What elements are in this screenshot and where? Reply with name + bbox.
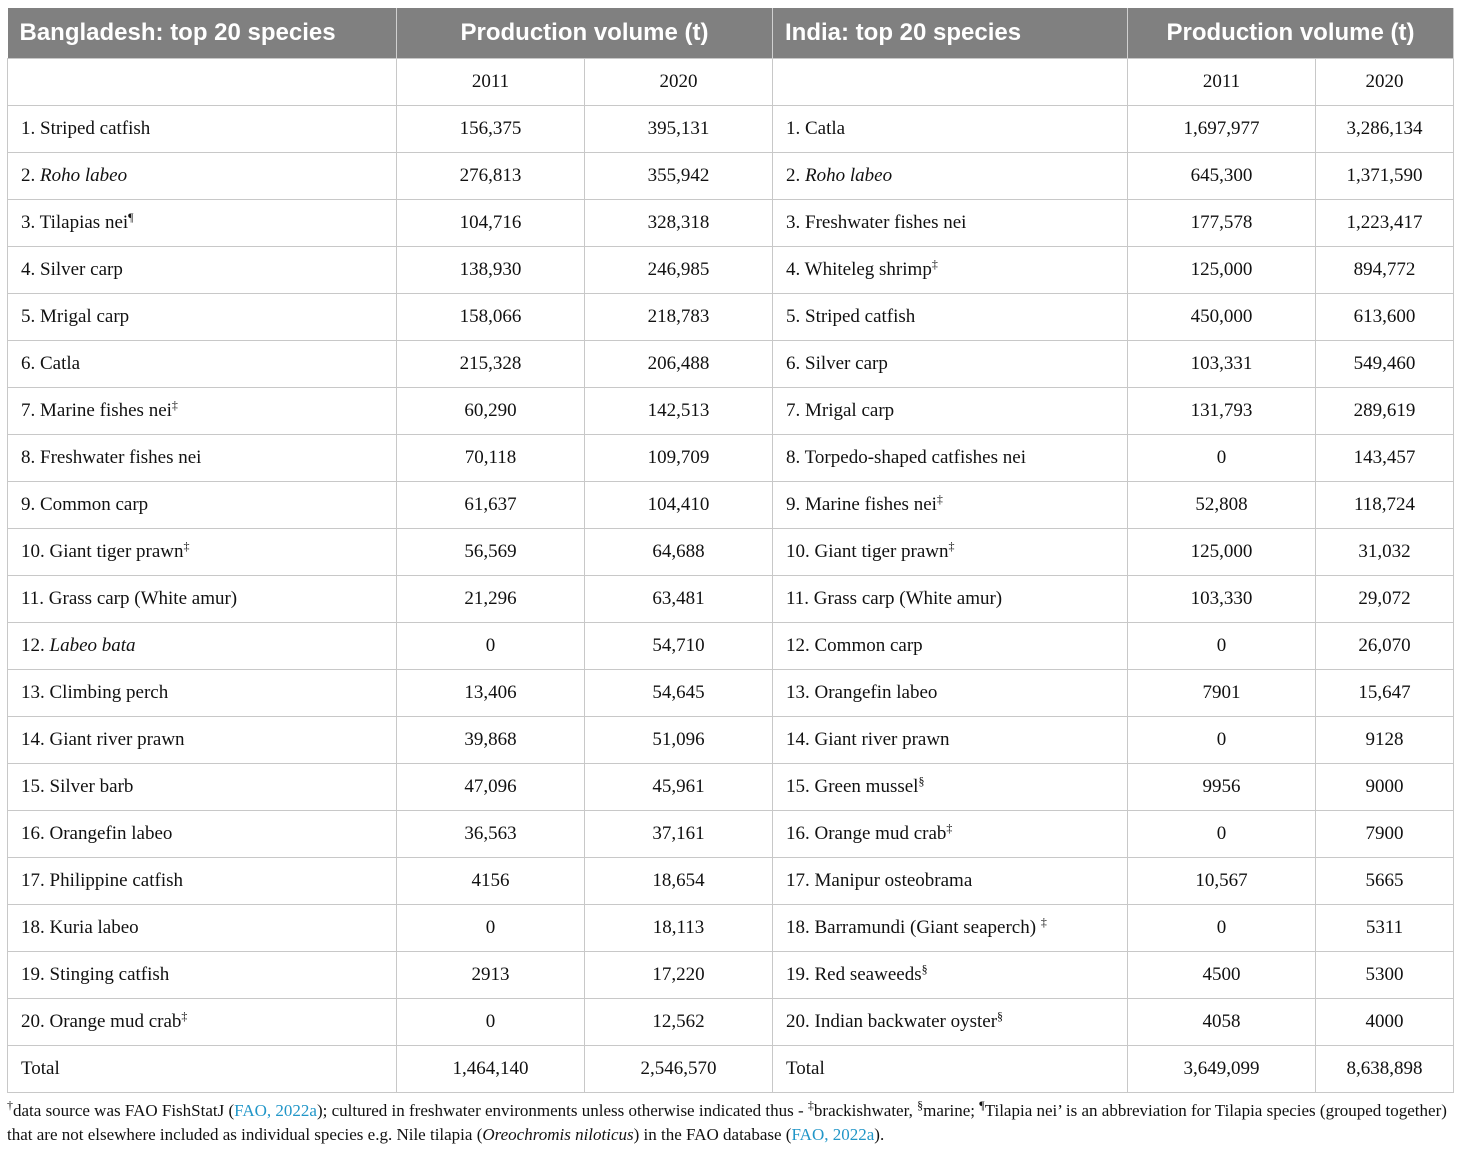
bangladesh-volume-header: Production volume (t): [397, 8, 773, 59]
total-bd-2020: 2,546,570: [585, 1046, 773, 1093]
species-name: 19. Stinging catfish: [21, 964, 170, 985]
india-v2020-cell: 4000: [1316, 999, 1454, 1046]
bangladesh-v2011-cell: 13,406: [397, 670, 585, 717]
species-name: 6. Silver carp: [786, 353, 888, 374]
india-v2020-cell: 26,070: [1316, 623, 1454, 670]
total-bd-2011: 1,464,140: [397, 1046, 585, 1093]
year-row: [8, 59, 1454, 106]
india-v2020-cell: 31,032: [1316, 529, 1454, 576]
habitat-marker: §: [921, 962, 928, 976]
table-row: [8, 294, 1454, 341]
bangladesh-v2011-cell: 138,930: [397, 247, 585, 294]
species-name: 11. Grass carp (White amur): [786, 588, 1003, 609]
india-species-cell: [773, 529, 1128, 576]
species-name: 12.: [21, 635, 50, 656]
bangladesh-species-cell: [8, 435, 397, 482]
habitat-marker: ‡: [181, 1009, 188, 1023]
bangladesh-v2020-cell: 51,096: [585, 717, 773, 764]
species-name: 15. Green mussel: [786, 776, 919, 797]
bangladesh-v2020-cell: 37,161: [585, 811, 773, 858]
india-v2011-cell: 0: [1128, 623, 1316, 670]
species-table-container: [7, 8, 1453, 1093]
bangladesh-v2020-cell: 18,654: [585, 858, 773, 905]
bangladesh-species-cell: [8, 106, 397, 153]
table-row: [8, 388, 1454, 435]
species-name: 2.: [786, 165, 805, 186]
india-v2011-cell: 125,000: [1128, 247, 1316, 294]
table-row: [8, 999, 1454, 1046]
india-v2020-cell: 1,371,590: [1316, 153, 1454, 200]
total-in-2011: 3,649,099: [1128, 1046, 1316, 1093]
habitat-marker: §: [918, 774, 925, 788]
species-name: 16. Orange mud crab: [786, 823, 947, 844]
india-v2011-cell: 131,793: [1128, 388, 1316, 435]
table-row: [8, 952, 1454, 999]
bangladesh-v2011-cell: 0: [397, 905, 585, 952]
india-v2011-cell: 103,330: [1128, 576, 1316, 623]
india-species-cell: [773, 576, 1128, 623]
table-row: [8, 435, 1454, 482]
india-species-cell: [773, 999, 1128, 1046]
india-v2011-cell: 0: [1128, 811, 1316, 858]
species-name: 18. Kuria labeo: [21, 917, 139, 938]
bangladesh-species-cell: [8, 576, 397, 623]
india-v2020-cell: 1,223,417: [1316, 200, 1454, 247]
india-volume-header: Production volume (t): [1128, 8, 1454, 59]
bangladesh-v2011-cell: 47,096: [397, 764, 585, 811]
india-v2020-cell: 3,286,134: [1316, 106, 1454, 153]
bangladesh-v2020-cell: 12,562: [585, 999, 773, 1046]
india-v2011-cell: 125,000: [1128, 529, 1316, 576]
species-name: 1. Catla: [786, 118, 846, 139]
india-species-cell: [773, 294, 1128, 341]
habitat-marker: ¶: [128, 210, 134, 224]
table-row: [8, 858, 1454, 905]
species-production-table: [7, 8, 1454, 1093]
habitat-marker: ‡: [1040, 915, 1047, 929]
india-species-cell: [773, 952, 1128, 999]
india-v2020-cell: 118,724: [1316, 482, 1454, 529]
bangladesh-species-cell: [8, 482, 397, 529]
bangladesh-v2020-cell: 109,709: [585, 435, 773, 482]
india-v2011-cell: 645,300: [1128, 153, 1316, 200]
bangladesh-v2011-cell: 2913: [397, 952, 585, 999]
bangladesh-v2020-cell: 246,985: [585, 247, 773, 294]
india-v2020-cell: 143,457: [1316, 435, 1454, 482]
india-species-cell: [773, 670, 1128, 717]
india-v2020-cell: 9000: [1316, 764, 1454, 811]
bangladesh-v2011-cell: 104,716: [397, 200, 585, 247]
species-name: 12. Common carp: [786, 635, 923, 656]
table-row: [8, 341, 1454, 388]
species-name-italic: Labeo bata: [49, 635, 136, 656]
india-v2011-cell: 1,697,977: [1128, 106, 1316, 153]
india-v2011-cell: 7901: [1128, 670, 1316, 717]
species-name: 5. Striped catfish: [786, 306, 916, 327]
bangladesh-species-cell: [8, 294, 397, 341]
species-name: 20. Indian backwater oyster: [786, 1011, 998, 1032]
habitat-marker: ‡: [183, 539, 190, 553]
india-v2020-cell: 7900: [1316, 811, 1454, 858]
species-name-italic: Roho labeo: [805, 165, 893, 186]
india-species-cell: [773, 106, 1128, 153]
bangladesh-species-cell: [8, 764, 397, 811]
bangladesh-v2020-cell: 54,710: [585, 623, 773, 670]
india-species-cell: [773, 858, 1128, 905]
bangladesh-v2020-cell: 395,131: [585, 106, 773, 153]
species-name: 6. Catla: [21, 353, 81, 374]
bangladesh-species-cell: [8, 952, 397, 999]
india-species-cell: [773, 153, 1128, 200]
bangladesh-species-cell: [8, 999, 397, 1046]
bangladesh-header: Bangladesh: top 20 species: [8, 8, 397, 59]
india-species-cell: [773, 623, 1128, 670]
species-name: 1. Striped catfish: [21, 118, 151, 139]
footnote-text-3: brackishwater,: [813, 1101, 918, 1120]
species-name-italic: Roho labeo: [40, 165, 128, 186]
species-name: 9. Common carp: [21, 494, 149, 515]
bangladesh-species-cell: [8, 811, 397, 858]
year-2011-bd: 2011: [397, 59, 585, 106]
total-row: [8, 1046, 1454, 1093]
bangladesh-v2020-cell: 18,113: [585, 905, 773, 952]
india-header: India: top 20 species: [773, 8, 1128, 59]
india-v2020-cell: 289,619: [1316, 388, 1454, 435]
year-2020-in: 2020: [1316, 59, 1454, 106]
species-name: 8. Freshwater fishes nei: [21, 447, 202, 468]
species-name: 10. Giant tiger prawn: [786, 541, 949, 562]
bangladesh-v2020-cell: 45,961: [585, 764, 773, 811]
habitat-marker: ‡: [936, 492, 943, 506]
species-name: 9. Marine fishes nei: [786, 494, 937, 515]
bangladesh-v2011-cell: 61,637: [397, 482, 585, 529]
india-species-cell: [773, 435, 1128, 482]
india-species-cell: [773, 200, 1128, 247]
india-v2020-cell: 5665: [1316, 858, 1454, 905]
footnote-dagger: †: [7, 1098, 13, 1112]
species-name: 18. Barramundi (Giant seaperch): [786, 917, 1041, 938]
table-row: [8, 482, 1454, 529]
india-species-cell: [773, 764, 1128, 811]
bangladesh-species-cell: [8, 247, 397, 294]
bangladesh-v2020-cell: 328,318: [585, 200, 773, 247]
india-v2011-cell: 9956: [1128, 764, 1316, 811]
table-row: [8, 200, 1454, 247]
footnote-italic-species: Oreochromis niloticus: [482, 1125, 634, 1144]
india-v2011-cell: 0: [1128, 717, 1316, 764]
table-footnote: [7, 1099, 1453, 1147]
footnote-text-1: data source was FAO FishStatJ (: [13, 1101, 235, 1120]
species-name: 5. Mrigal carp: [21, 306, 130, 327]
table-row: [8, 764, 1454, 811]
fao-citation-link-1[interactable]: FAO, 2022a: [234, 1101, 317, 1120]
species-name: 7. Mrigal carp: [786, 400, 895, 421]
habitat-marker: ‡: [946, 821, 953, 835]
species-name: 11. Grass carp (White amur): [21, 588, 238, 609]
species-name: 2.: [21, 165, 40, 186]
table-row: [8, 905, 1454, 952]
fao-citation-link-2[interactable]: FAO, 2022a: [791, 1125, 875, 1144]
bangladesh-v2011-cell: 0: [397, 999, 585, 1046]
bangladesh-species-cell: [8, 529, 397, 576]
bangladesh-species-cell: [8, 858, 397, 905]
bangladesh-v2020-cell: 54,645: [585, 670, 773, 717]
bangladesh-species-cell: [8, 717, 397, 764]
footnote-text-6: ) in the FAO database (: [633, 1125, 792, 1144]
india-v2011-cell: 450,000: [1128, 294, 1316, 341]
table-row: [8, 529, 1454, 576]
table-row: [8, 247, 1454, 294]
species-name: 4. Whiteleg shrimp: [786, 259, 932, 280]
year-2020-bd: 2020: [585, 59, 773, 106]
habitat-marker: ‡: [171, 398, 178, 412]
india-v2020-cell: 29,072: [1316, 576, 1454, 623]
india-v2020-cell: 5311: [1316, 905, 1454, 952]
bangladesh-species-cell: [8, 905, 397, 952]
species-name: 13. Orangefin labeo: [786, 682, 938, 703]
bangladesh-v2020-cell: 142,513: [585, 388, 773, 435]
bangladesh-v2011-cell: 70,118: [397, 435, 585, 482]
bangladesh-v2011-cell: 60,290: [397, 388, 585, 435]
india-v2011-cell: 0: [1128, 435, 1316, 482]
bangladesh-v2020-cell: 206,488: [585, 341, 773, 388]
bangladesh-v2011-cell: 158,066: [397, 294, 585, 341]
bangladesh-v2020-cell: 63,481: [585, 576, 773, 623]
table-row: [8, 623, 1454, 670]
bangladesh-v2020-cell: 17,220: [585, 952, 773, 999]
bangladesh-v2020-cell: 104,410: [585, 482, 773, 529]
bangladesh-v2011-cell: 36,563: [397, 811, 585, 858]
india-v2011-cell: 4058: [1128, 999, 1316, 1046]
india-v2020-cell: 15,647: [1316, 670, 1454, 717]
species-name: 14. Giant river prawn: [786, 729, 950, 750]
bangladesh-species-cell: [8, 153, 397, 200]
species-name: 10. Giant tiger prawn: [21, 541, 184, 562]
india-v2020-cell: 894,772: [1316, 247, 1454, 294]
species-name: 20. Orange mud crab: [21, 1011, 182, 1032]
india-v2011-cell: 52,808: [1128, 482, 1316, 529]
table-row: [8, 576, 1454, 623]
empty-cell: [8, 59, 397, 106]
bangladesh-species-cell: [8, 200, 397, 247]
footnote-text-2: ); cultured in freshwater environments unless otherwise indicated thus -: [316, 1101, 808, 1120]
total-label-in: Total: [773, 1046, 1128, 1093]
bangladesh-v2011-cell: 56,569: [397, 529, 585, 576]
table-row: [8, 811, 1454, 858]
species-name: 15. Silver barb: [21, 776, 134, 797]
table-row: [8, 153, 1454, 200]
india-v2011-cell: 10,567: [1128, 858, 1316, 905]
species-name: 16. Orangefin labeo: [21, 823, 173, 844]
india-v2011-cell: 103,331: [1128, 341, 1316, 388]
bangladesh-v2011-cell: 39,868: [397, 717, 585, 764]
bangladesh-v2020-cell: 218,783: [585, 294, 773, 341]
species-name: 3. Tilapias nei: [21, 212, 129, 233]
footnote-text-5: Tilapia nei’ is an abbreviation for Tilapia species (grouped together) that are not elsewhere included as individual species e.g. Nile tilapia (: [7, 1101, 1447, 1144]
species-name: 4. Silver carp: [21, 259, 123, 280]
total-in-2020: 8,638,898: [1316, 1046, 1454, 1093]
footnote-text-4: marine;: [923, 1101, 980, 1120]
species-name: 19. Red seaweeds: [786, 964, 922, 985]
bangladesh-species-cell: [8, 670, 397, 717]
year-2011-in: 2011: [1128, 59, 1316, 106]
bangladesh-v2020-cell: 355,942: [585, 153, 773, 200]
habitat-marker: §: [997, 1009, 1004, 1023]
bangladesh-v2011-cell: 0: [397, 623, 585, 670]
species-name: 14. Giant river prawn: [21, 729, 185, 750]
bangladesh-v2011-cell: 21,296: [397, 576, 585, 623]
empty-cell: [773, 59, 1128, 106]
bangladesh-v2011-cell: 276,813: [397, 153, 585, 200]
bangladesh-v2011-cell: 156,375: [397, 106, 585, 153]
india-v2020-cell: 613,600: [1316, 294, 1454, 341]
bangladesh-v2020-cell: 64,688: [585, 529, 773, 576]
habitat-marker: ‡: [948, 539, 955, 553]
species-name: 17. Philippine catfish: [21, 870, 184, 891]
species-name: 8. Torpedo-shaped catfishes nei: [786, 447, 1026, 468]
habitat-marker: ‡: [931, 257, 938, 271]
table-row: [8, 717, 1454, 764]
footnote-double-dagger: ‡: [807, 1098, 814, 1112]
footnote-section-mark: §: [917, 1098, 924, 1112]
table-row: [8, 670, 1454, 717]
bangladesh-v2011-cell: 215,328: [397, 341, 585, 388]
table-header-row: [8, 8, 1454, 59]
footnote-pilcrow: ¶: [979, 1098, 985, 1112]
india-v2020-cell: 9128: [1316, 717, 1454, 764]
india-v2020-cell: 549,460: [1316, 341, 1454, 388]
india-species-cell: [773, 811, 1128, 858]
bangladesh-species-cell: [8, 623, 397, 670]
total-label-bd: Total: [8, 1046, 397, 1093]
india-species-cell: [773, 482, 1128, 529]
india-v2011-cell: 4500: [1128, 952, 1316, 999]
india-species-cell: [773, 905, 1128, 952]
bangladesh-species-cell: [8, 388, 397, 435]
bangladesh-species-cell: [8, 341, 397, 388]
india-v2011-cell: 0: [1128, 905, 1316, 952]
india-v2020-cell: 5300: [1316, 952, 1454, 999]
india-species-cell: [773, 341, 1128, 388]
bangladesh-v2011-cell: 4156: [397, 858, 585, 905]
india-v2011-cell: 177,578: [1128, 200, 1316, 247]
india-species-cell: [773, 388, 1128, 435]
species-name: 7. Marine fishes nei: [21, 400, 172, 421]
india-species-cell: [773, 247, 1128, 294]
footnote-text-7: ).: [874, 1125, 885, 1144]
species-name: 3. Freshwater fishes nei: [786, 212, 967, 233]
species-name: 13. Climbing perch: [21, 682, 169, 703]
india-species-cell: [773, 717, 1128, 764]
table-row: [8, 106, 1454, 153]
species-name: 17. Manipur osteobrama: [786, 870, 973, 891]
